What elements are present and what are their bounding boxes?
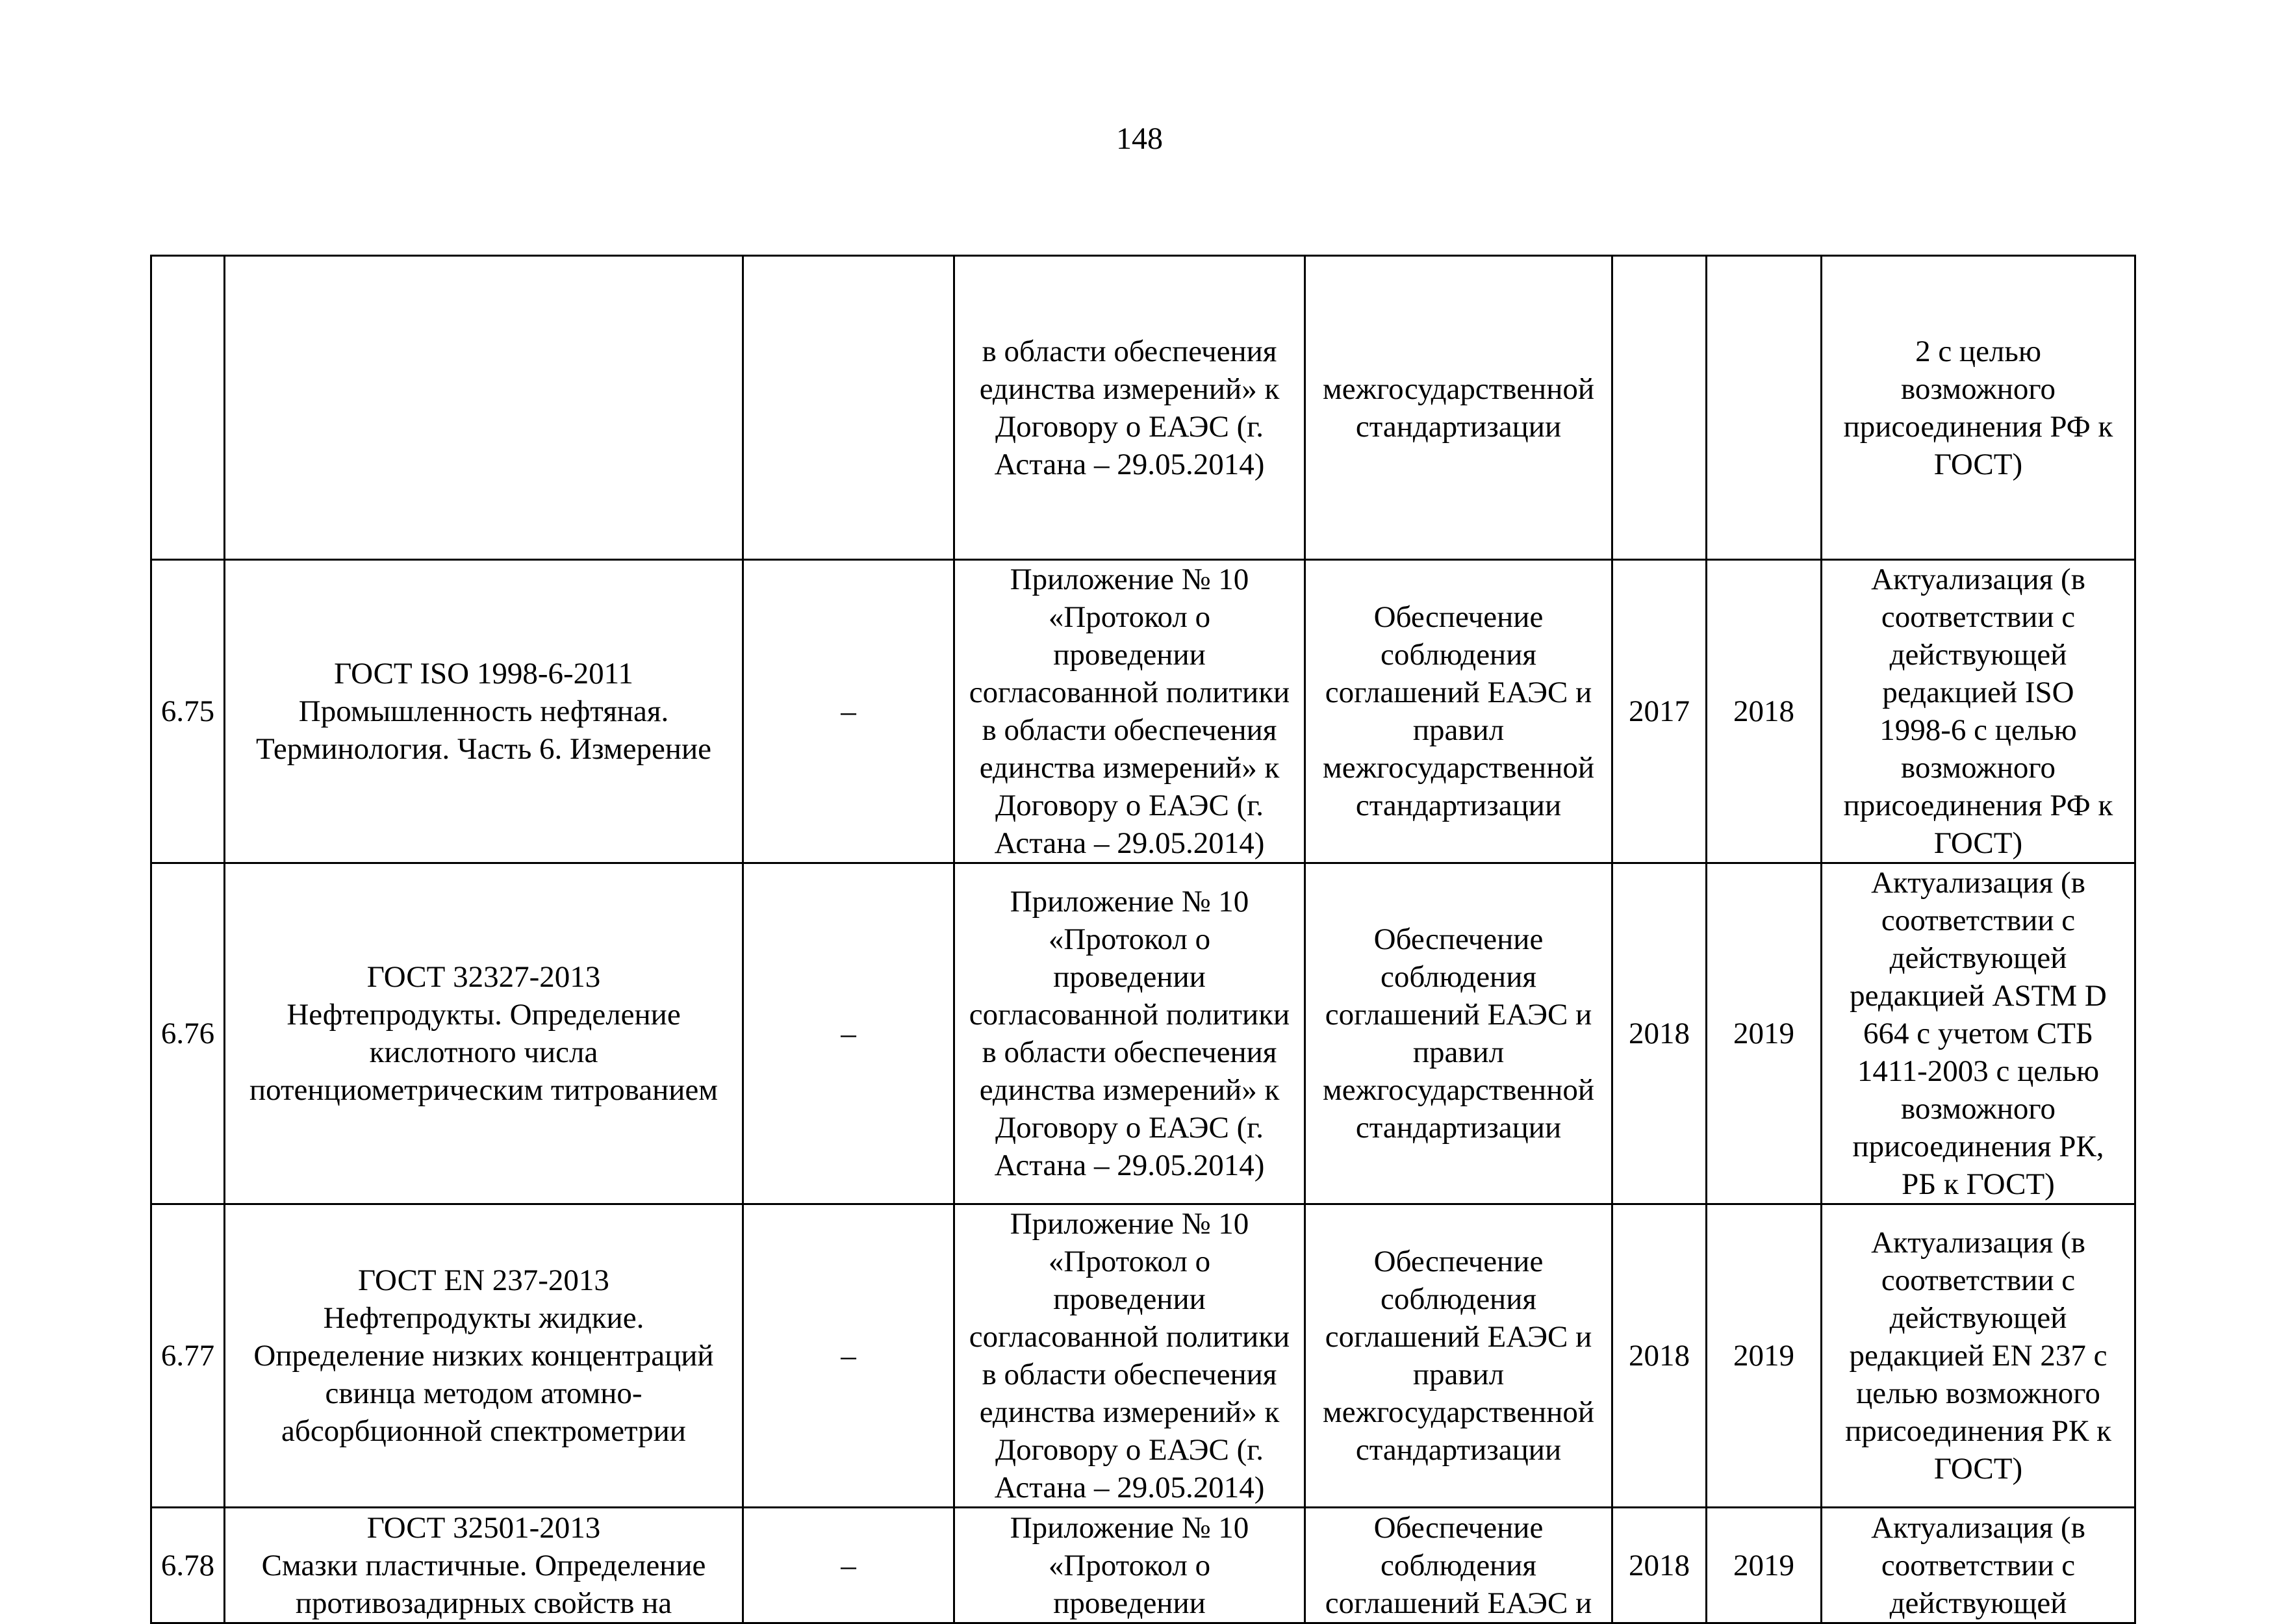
note-cell: Актуализация (в соответствии с действующей редакцией ASTM D 664 с учетом СТБ 1411-2003 с целью возможного присоединения РК, РБ к ГОСТ): [1822, 863, 2135, 1204]
table-row: [151, 863, 2135, 1204]
table-row: [151, 560, 2135, 863]
start-year-cell: 2017: [1612, 560, 1707, 863]
standard-title-cell: ГОСТ 32327-2013 Нефтепродукты. Определение кислотного числа потенциометрическим титрованием: [225, 863, 743, 1204]
basis-cell: в области обеспечения единства измерений» к Договору о ЕАЭС (г. Астана – 29.05.2014): [954, 256, 1305, 560]
end-year-cell: [1707, 256, 1822, 560]
basis-cell: Приложение № 10 «Протокол о проведении согласованной политики в области обеспечения единства измерений» к Договору о ЕАЭС (г. Астана – 29.05.2014): [954, 863, 1305, 1204]
basis-cell: Приложение № 10 «Протокол о проведении согласованной политики в области обеспечения единства измерений» к Договору о ЕАЭС (г. Астана – 29.05.2014): [954, 1204, 1305, 1508]
replaced-standard-cell: –: [743, 1508, 954, 1623]
justification-cell: Обеспечение соблюдения соглашений ЕАЭС и правил межгосударственной стандартизации: [1305, 863, 1612, 1204]
standard-title-cell: ГОСТ 32501-2013 Смазки пластичные. Определение противозадирных свойств на: [225, 1508, 743, 1623]
table-row: [151, 256, 2135, 560]
row-number-cell: 6.75: [151, 560, 225, 863]
end-year-cell: 2019: [1707, 863, 1822, 1204]
row-number-cell: 6.76: [151, 863, 225, 1204]
basis-cell: Приложение № 10 «Протокол о проведении согласованной политики в области обеспечения единства измерений» к Договору о ЕАЭС (г. Астана – 29.05.2014): [954, 560, 1305, 863]
end-year-cell: 2018: [1707, 560, 1822, 863]
note-cell: Актуализация (в соответствии с действующей редакцией ISO 1998-6 с целью возможного присоединения РФ к ГОСТ): [1822, 560, 2135, 863]
end-year-cell: 2019: [1707, 1508, 1822, 1623]
justification-cell: Обеспечение соблюдения соглашений ЕАЭС и правил межгосударственной стандартизации: [1305, 1204, 1612, 1508]
start-year-cell: 2018: [1612, 863, 1707, 1204]
replaced-standard-cell: –: [743, 560, 954, 863]
row-number-cell: [151, 256, 225, 560]
end-year-cell: 2019: [1707, 1204, 1822, 1508]
note-cell: Актуализация (в соответствии с действующей редакцией EN 237 с целью возможного присоединения РК к ГОСТ): [1822, 1204, 2135, 1508]
replaced-standard-cell: –: [743, 1204, 954, 1508]
note-cell: 2 с целью возможного присоединения РФ к ГОСТ): [1822, 256, 2135, 560]
standards-table: [150, 255, 2136, 1624]
standard-title-cell: ГОСТ ISO 1998-6-2011 Промышленность нефтяная. Терминология. Часть 6. Измерение: [225, 560, 743, 863]
standard-title-cell: ГОСТ EN 237-2013 Нефтепродукты жидкие. Определение низких концентраций свинца методом атомно- абсорбционной спектрометрии: [225, 1204, 743, 1508]
start-year-cell: 2018: [1612, 1508, 1707, 1623]
start-year-cell: [1612, 256, 1707, 560]
table-row: [151, 1508, 2135, 1623]
row-number-cell: 6.78: [151, 1508, 225, 1623]
note-cell: Актуализация (в соответствии с действующей: [1822, 1508, 2135, 1623]
page-number: 148: [1116, 121, 1163, 156]
standard-title-cell: [225, 256, 743, 560]
justification-cell: Обеспечение соблюдения соглашений ЕАЭС и правил межгосударственной стандартизации: [1305, 560, 1612, 863]
replaced-standard-cell: [743, 256, 954, 560]
justification-cell: Обеспечение соблюдения соглашений ЕАЭС и: [1305, 1508, 1612, 1623]
start-year-cell: 2018: [1612, 1204, 1707, 1508]
table-row: [151, 1204, 2135, 1508]
row-number-cell: 6.77: [151, 1204, 225, 1508]
basis-cell: Приложение № 10 «Протокол о проведении: [954, 1508, 1305, 1623]
justification-cell: межгосударственной стандартизации: [1305, 256, 1612, 560]
replaced-standard-cell: –: [743, 863, 954, 1204]
